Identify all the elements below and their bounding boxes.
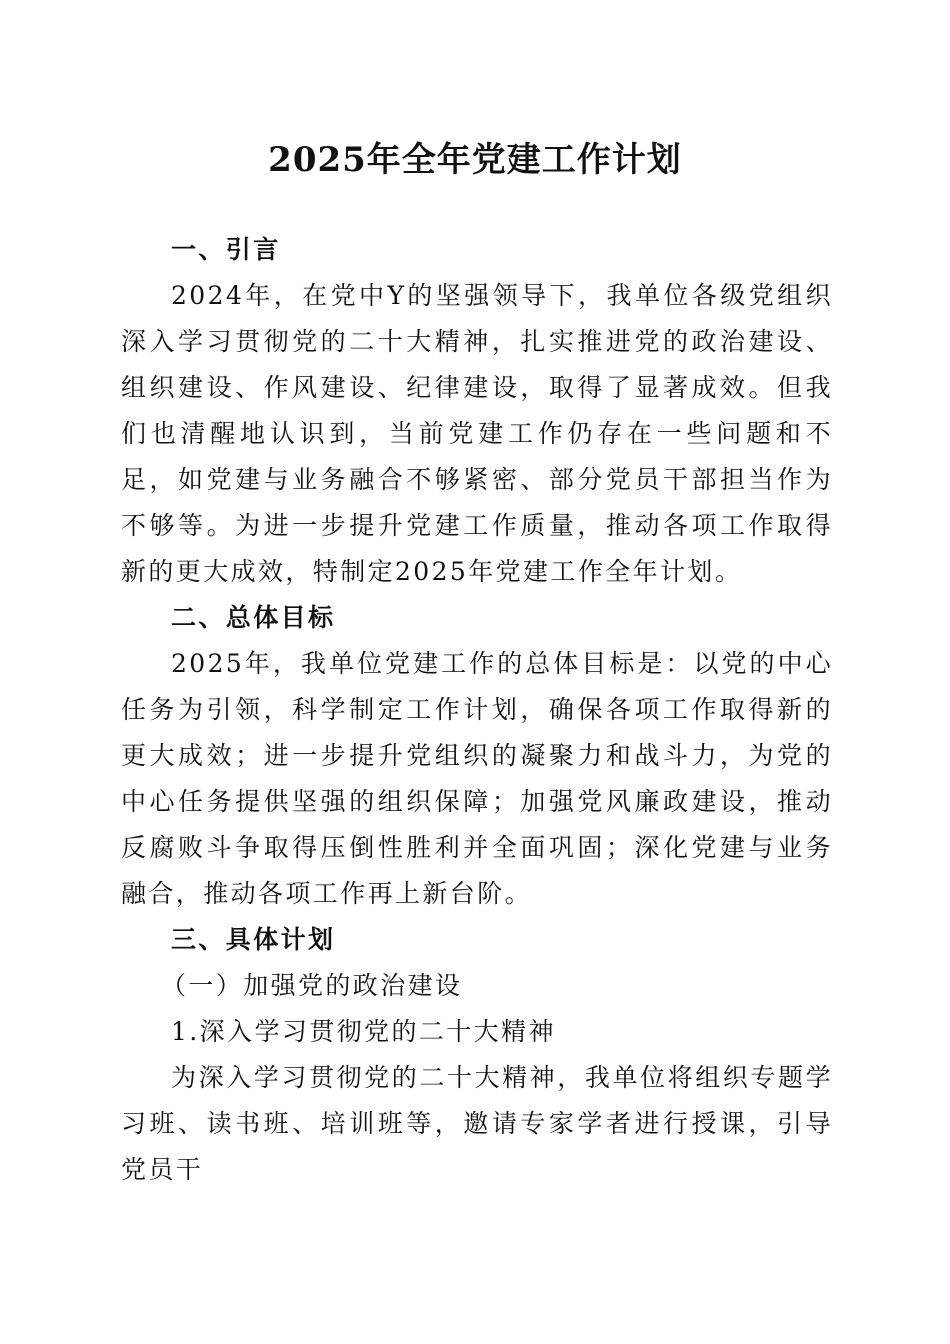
plan-subheading-political: （一）加强党的政治建设	[161, 971, 463, 1000]
section-heading-plan: 三、具体计划	[171, 925, 336, 954]
section-heading-intro: 一、引言	[171, 235, 281, 264]
section-heading-goals: 二、总体目标	[171, 603, 336, 632]
plan-item-heading-study: 1.深入学习贯彻党的二十大精神	[171, 1017, 556, 1046]
section-paragraph-goals: 2025年，我单位党建工作的总体目标是：以党的中心任务为引领，科学制定工作计划，确保各项工作取得新的更大成效；进一步提升党组织的凝聚力和战斗力，为党的中心任务提供坚强的组织保障；加强党风廉政建设，推动反腐败斗争取得压倒性胜利并全面巩固；深化党建与业务融合，推动各项工作再上新台阶。	[121, 649, 833, 908]
section-paragraph-intro: 2024年，在党中Y的坚强领导下，我单位各级党组织深入学习贯彻党的二十大精神，扎实推进党的政治建设、组织建设、作风建设、纪律建设，取得了显著成效。但我们也清醒地认识到，当前党建工作仍存在一些问题和不足，如党建与业务融合不够紧密、部分党员干部担当作为不够等。为进一步提升党建工作质量，推动各项工作取得新的更大成效，特制定2025年党建工作全年计划。	[121, 281, 833, 586]
document-body	[121, 227, 833, 1193]
plan-paragraph-study: 为深入学习贯彻党的二十大精神，我单位将组织专题学习班、读书班、培训班等，邀请专家学者进行授课，引导党员干	[121, 1063, 833, 1184]
document-title: 2025年全年党建工作计划	[268, 140, 682, 180]
